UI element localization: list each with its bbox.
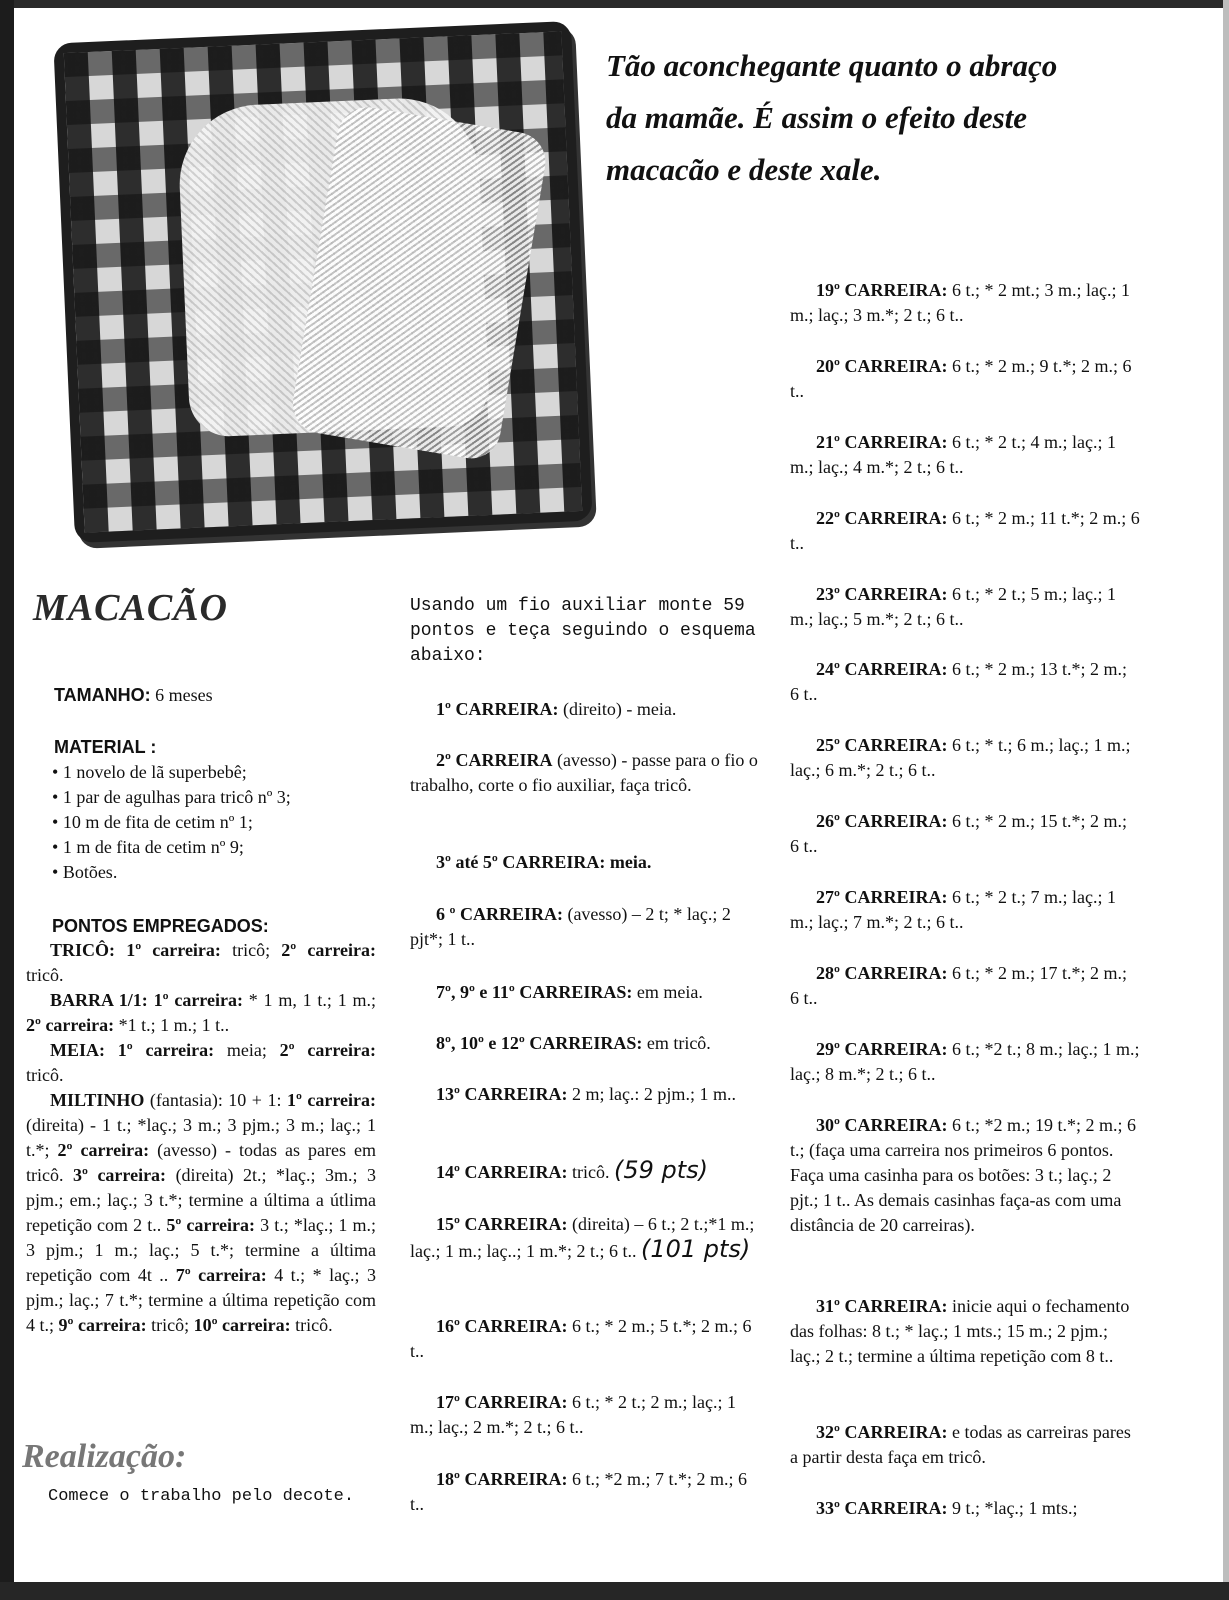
row-instruction: 24º CARREIRA: 6 t.; * 2 m.; 13 t.*; 2 m.; 6 t.. [790, 659, 1127, 704]
material-list [52, 760, 291, 885]
tagline [606, 40, 1126, 196]
stitch-barra: BARRA 1/1: 1º carreira: * 1 m, 1 t.; 1 m.; 2º carreira: *1 t.; 1 m.; 1 t.. [26, 990, 376, 1035]
page-border-bottom [0, 1582, 1229, 1600]
row-instruction: 26º CARREIRA: 6 t.; * 2 m.; 15 t.*; 2 m.; 6 t.. [790, 811, 1127, 856]
row-instruction: 23º CARREIRA: 6 t.; * 2 t.; 5 m.; laç.; 1 m.; laç.; 5 m.*; 2 t.; 6 t.. [790, 584, 1116, 629]
row-instruction: 15º CARREIRA: (direita) – 6 t.; 2 t.;*1 m.; laç.; 1 m.; laç..; 1 m.*; 2 t.; 6 t.. (101 pts) [410, 1214, 755, 1263]
stitches-section [26, 938, 376, 1338]
row-instruction: 6 º CARREIRA: (avesso) – 2 t; * laç.; 2 pjt*; 1 t.. [410, 904, 731, 949]
row-instruction: 18º CARREIRA: 6 t.; *2 m.; 7 t.*; 2 m.; 6 t.. [410, 1469, 747, 1514]
stitch-miltinho: MILTINHO (fantasia): 10 + 1: 1º carreira: (direita) - 1 t.; *laç.; 3 m.; 3 pjm.; 3 m.; laç.; 1 t.*; 2º carreira: (avesso) - todas as pares em tricô. 3º carreira: (direita) 2t.; *laç.; 3m.; 3 pjm.; em.; laç.; 3 t.*; termine a última a útlima repetição com 2 t.. 5º carreira: 3 t.; *laç.; 1 m.; 3 pjm.; 1 m.; laç.; 5 t.*; termine a última repetição com 4t .. 7º carreira: 4 t.; * laç.; 3 pjm.; laç.; 7 t.*; termine a última repetição com 4 t.; 9º carreira: tricô; 10º carreira: tricô. [26, 1090, 377, 1335]
material-item: • 1 novelo de lã superbebê; [52, 760, 291, 785]
material-item: • 10 m de fita de cetim nº 1; [52, 810, 291, 835]
row-instruction: 28º CARREIRA: 6 t.; * 2 m.; 17 t.*; 2 m.; 6 t.. [790, 963, 1127, 1008]
row-instruction: 29º CARREIRA: 6 t.; *2 t.; 8 m.; laç.; 1 m.; laç.; 8 m.*; 2 t.; 6 t.. [790, 1039, 1140, 1084]
material-item: • 1 m de fita de cetim nº 9; [52, 835, 291, 860]
tagline-line: macacão e deste xale. [606, 152, 882, 187]
row-instruction: 1º CARREIRA: (direito) - meia. [436, 699, 677, 719]
material-heading: MATERIAL : [54, 737, 157, 757]
stitch-meia: MEIA: 1º carreira: meia; 2º carreira: tricô. [26, 1040, 377, 1085]
row-instruction: 2º CARREIRA (avesso) - passe para o fio o trabalho, corte o fio auxiliar, faça tricô. [410, 750, 758, 795]
page-border-top [0, 0, 1229, 8]
stitch-trico: TRICÔ: 1º carreira: tricô; 2º carreira: tricô. [26, 940, 376, 985]
product-photo [53, 21, 592, 543]
row-instruction: 22º CARREIRA: 6 t.; * 2 m.; 11 t.*; 2 m.; 6 t.. [790, 508, 1140, 553]
tagline-line: da mamãe. É assim o efeito deste [606, 100, 1028, 135]
row-instruction: 32º CARREIRA: e todas as carreiras pares a partir desta faça em tricô. [790, 1422, 1131, 1467]
row-instruction: 14º CARREIRA: tricô. (59 pts) [436, 1156, 708, 1184]
material-item: • Botões. [52, 860, 291, 885]
handwritten-note: (101 pts) [640, 1235, 751, 1263]
stitches-heading: PONTOS EMPREGADOS: [52, 916, 269, 936]
row-instruction: 3º até 5º CARREIRA: meia. [436, 852, 652, 872]
row-instruction: 30º CARREIRA: 6 t.; *2 m.; 19 t.*; 2 m.; 6 t.; (faça uma carreira nos primeiros 6 pontos. Faça uma casinha para os botões: 3 t.; laç.; 2 pjt.; 1 t.. As demais casinhas faça-as com uma distância de 20 carreiras). [790, 1115, 1136, 1235]
realizacao-text: Comece o trabalho pelo decote. [48, 1487, 355, 1506]
row-instruction: 13º CARREIRA: 2 m; laç.: 2 pjm.; 1 m.. [436, 1084, 736, 1104]
size-line [54, 683, 213, 708]
row-instruction: 20º CARREIRA: 6 t.; * 2 m.; 9 t.*; 2 m.; 6 t.. [790, 356, 1132, 401]
handwritten-note: (59 pts) [613, 1156, 708, 1184]
row-instruction: 19º CARREIRA: 6 t.; * 2 mt.; 3 m.; laç.; 1 m.; laç.; 3 m.*; 2 t.; 6 t.. [790, 280, 1130, 325]
material-item: • 1 par de agulhas para tricô nº 3; [52, 785, 291, 810]
row-instruction: 27º CARREIRA: 6 t.; * 2 t.; 7 m.; laç.; 1 m.; laç.; 7 m.*; 2 t.; 6 t.. [790, 887, 1116, 932]
row-instruction: 25º CARREIRA: 6 t.; * t.; 6 m.; laç.; 1 m.; laç.; 6 m.*; 2 t.; 6 t.. [790, 735, 1131, 780]
row-instruction: 31º CARREIRA: inicie aqui o fechamento das folhas: 8 t.; * laç.; 1 mts.; 15 m.; 2 pjm.; laç.; 2 t.; termine a última repetição com 8 t.. [790, 1296, 1130, 1366]
realizacao-heading: Realização: [22, 1438, 187, 1475]
intro-text: Usando um fio auxiliar monte 59 pontos e teça seguindo o esquema abaixo: [410, 596, 756, 666]
page-border-right [1223, 0, 1229, 1600]
pattern-title: MACACÃO [33, 587, 228, 629]
row-instruction: 33º CARREIRA: 9 t.; *laç.; 1 mts.; [816, 1498, 1078, 1518]
tagline-line: Tão aconchegante quanto o abraço [606, 48, 1058, 83]
page-border-left [0, 0, 14, 1600]
size-value: 6 meses [155, 685, 213, 705]
row-instruction: 8º, 10º e 12º CARREIRAS: em tricô. [436, 1033, 711, 1053]
row-instruction: 17º CARREIRA: 6 t.; * 2 t.; 2 m.; laç.; 1 m.; laç.; 2 m.*; 2 t.; 6 t.. [410, 1392, 736, 1437]
row-instruction: 16º CARREIRA: 6 t.; * 2 m.; 5 t.*; 2 m.; 6 t.. [410, 1316, 752, 1361]
row-instruction: 7º, 9º e 11º CARREIRAS: em meia. [436, 982, 703, 1002]
row-instruction: 21º CARREIRA: 6 t.; * 2 t.; 4 m.; laç.; 1 m.; laç.; 4 m.*; 2 t.; 6 t.. [790, 432, 1116, 477]
size-label: TAMANHO: [54, 685, 151, 705]
